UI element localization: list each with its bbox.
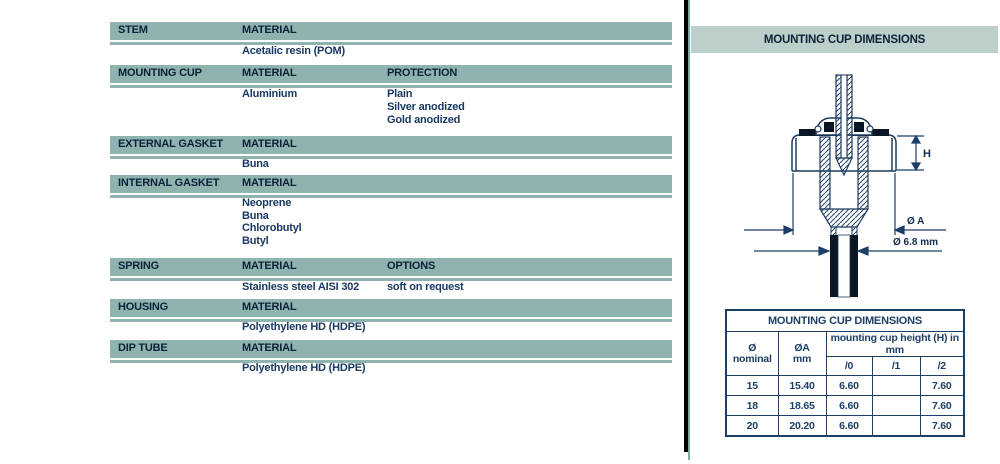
housing-funnel <box>820 209 868 227</box>
spec-value: Silver anodized <box>387 101 465 113</box>
spec-value: soft on request <box>387 281 464 293</box>
boss-seal-right <box>854 122 864 132</box>
cell-h1 <box>872 416 920 437</box>
spec-value: Chlorobutyl <box>242 222 302 234</box>
cell-h2: 7.60 <box>920 376 964 396</box>
section-title: SPRING <box>118 260 159 272</box>
column-header-material: MATERIAL <box>242 260 297 272</box>
cell-h2: 7.60 <box>920 396 964 416</box>
dimension-label-h: H <box>923 148 931 160</box>
section-title: INTERNAL GASKET <box>118 177 220 189</box>
column-header-material: MATERIAL <box>242 177 297 189</box>
spec-value: Gold anodized <box>387 114 461 126</box>
dip-tube-wall-left <box>830 235 838 297</box>
section-underline <box>110 319 672 322</box>
dim-table-span-header: mounting cup height (H) in mm <box>826 332 964 357</box>
mounting-cup-dimensions-table <box>725 309 965 437</box>
cell-h0: 6.60 <box>826 416 872 437</box>
column-header-material: MATERIAL <box>242 24 297 36</box>
dip-tube-bore <box>838 235 850 297</box>
spec-value: Stainless steel AISI 302 <box>242 281 360 293</box>
spec-value: Buna <box>242 158 269 170</box>
table-row <box>726 396 964 416</box>
section-underline <box>110 195 672 198</box>
cell-h2: 7.60 <box>920 416 964 437</box>
spec-value: Polyethylene HD (HDPE) <box>242 321 366 333</box>
section-header-band <box>110 258 672 276</box>
spec-value: Neoprene <box>242 197 292 209</box>
section-header-band <box>110 340 672 358</box>
column-header-material: MATERIAL <box>242 138 297 150</box>
section-underline <box>110 360 672 363</box>
section-header-band <box>110 136 672 154</box>
cell-nominal: 18 <box>726 396 778 416</box>
dim-table-subheader-0: /0 <box>826 357 872 376</box>
dip-tube-wall-right <box>850 235 858 297</box>
column-header-material: MATERIAL <box>242 67 297 79</box>
header-diameter-a-symbol: ØA <box>794 341 810 354</box>
dimension-h <box>912 136 920 170</box>
section-underline <box>110 42 672 45</box>
right-pane-title: MOUNTING CUP DIMENSIONS <box>691 26 998 53</box>
cell-nominal: 15 <box>726 376 778 396</box>
page-divider-line <box>684 0 688 452</box>
spec-value: Aluminium <box>242 88 298 100</box>
table-row <box>726 416 964 437</box>
housing-wall-left <box>820 137 830 209</box>
boss-curl-right <box>867 126 873 132</box>
stem-tip <box>836 158 852 175</box>
section-title: DIP TUBE <box>118 342 168 354</box>
spec-value: Butyl <box>242 235 269 247</box>
spec-value: Acetalic resin (POM) <box>242 45 345 57</box>
section-title: HOUSING <box>118 301 168 313</box>
cell-diameter-a: 20.20 <box>778 416 826 437</box>
section-header-band <box>110 22 672 40</box>
header-diameter-symbol: Ø <box>748 341 757 354</box>
column-header-material: MATERIAL <box>242 301 297 313</box>
dimension-label-diameter-68: Ø 6.8 mm <box>893 237 939 248</box>
stem-wall-right <box>847 75 852 158</box>
divider-accent-line <box>688 0 690 460</box>
section-title: STEM <box>118 24 148 36</box>
section-title: EXTERNAL GASKET <box>118 138 223 150</box>
dim-table-title: MOUNTING CUP DIMENSIONS <box>726 310 964 332</box>
dim-table-header-nominal <box>726 332 778 376</box>
header-nominal-label: nominal <box>732 352 772 365</box>
spec-value: Polyethylene HD (HDPE) <box>242 362 366 374</box>
section-title: MOUNTING CUP <box>118 67 202 79</box>
section-header-band <box>110 175 672 193</box>
housing-wall-right <box>858 137 868 209</box>
column-header-protection: PROTECTION <box>387 67 458 79</box>
section-header-band <box>110 299 672 317</box>
dim-table-subheader-2: /2 <box>920 357 964 376</box>
header-mm-label: mm <box>792 352 812 365</box>
cell-h1 <box>872 376 920 396</box>
cell-h0: 6.60 <box>826 396 872 416</box>
section-underline <box>110 156 672 159</box>
cell-diameter-a: 18.65 <box>778 396 826 416</box>
stem-wall-left <box>836 75 841 158</box>
spec-value: Buna <box>242 210 269 222</box>
spec-value: Plain <box>387 88 413 100</box>
dim-table-subheader-1: /1 <box>872 357 920 376</box>
boss-curl-left <box>815 126 821 132</box>
cell-h0: 6.60 <box>826 376 872 396</box>
stem-bore <box>841 75 847 158</box>
cell-nominal: 20 <box>726 416 778 437</box>
dimension-label-diameter-a: Ø A <box>907 216 925 227</box>
mounting-cup-diagram <box>700 63 1000 303</box>
table-row <box>726 376 964 396</box>
cell-h1 <box>872 396 920 416</box>
dim-table-header-diameter-a <box>778 332 826 376</box>
boss-seal-left <box>824 122 834 132</box>
section-header-band <box>110 65 672 83</box>
column-header-options: OPTIONS <box>387 260 436 272</box>
cell-diameter-a: 15.40 <box>778 376 826 396</box>
column-header-material: MATERIAL <box>242 342 297 354</box>
